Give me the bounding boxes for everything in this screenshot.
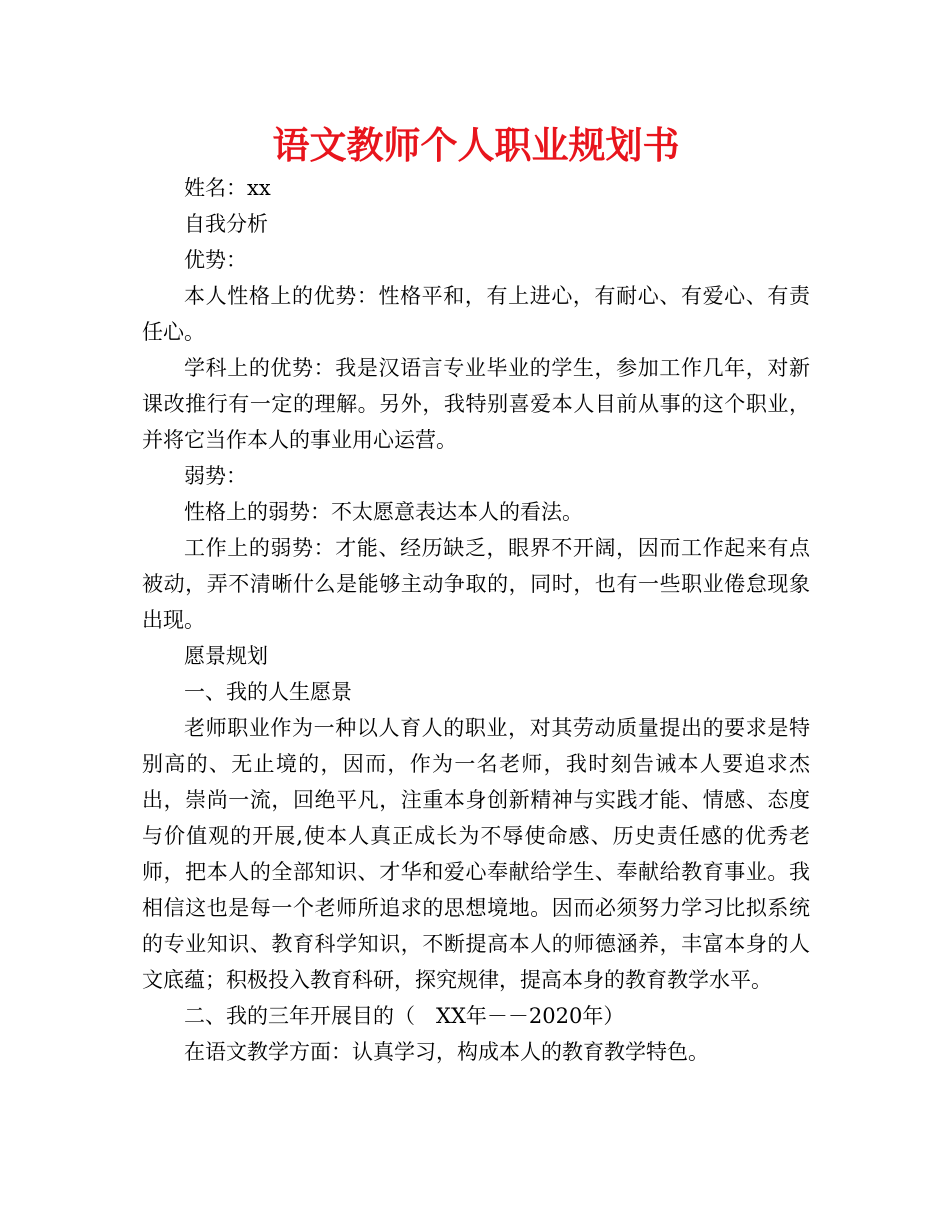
document-page (142, 120, 810, 1070)
paragraph-chinese-teaching: 在语文教学方面：认真学习，构成本人的教育教学特色。 (184, 1040, 709, 1064)
document-title: 语文教师个人职业规划书 (272, 123, 680, 167)
paragraph-three-year-goals-heading: 二、我的三年开展目的（ XX年－－2020年） (184, 1004, 625, 1028)
paragraph-work-weaknesses: 工作上的弱势：才能、经历缺乏，眼界不开阔，因而工作起来有点被动，弄不清晰什么是能够主动争取的，同时，也有一些职业倦怠现象出现。 (142, 536, 810, 632)
paragraph-personality-strengths: 本人性格上的优势：性格平和，有上进心，有耐心、有爱心、有责任心。 (142, 284, 810, 344)
paragraph-life-vision: 老师职业作为一种以人育人的职业，对其劳动质量提出的要求是特别高的、无止境的，因而，作为一名老师，我时刻告诫本人要追求杰出，崇尚一流，回绝平凡，注重本身创新精神与实践才能、情感、态度与价值观的开展,使本人真正成长为不辱使命感、历史责任感的优秀老师，把本人的全部知识、才华和爱心奉献给学生、奉献给教育事业。我相信这也是每一个老师所追求的思想境地。因而必须努力学习比拟系统的专业知识、教育科学知识，不断提高本人的师德涵养，丰富本身的人文底蕴；积极投入教育科研，探究规律，提高本身的教育教学水平。 (142, 716, 810, 992)
paragraph-vision-planning: 愿景规划 (184, 644, 268, 668)
paragraph-self-analysis: 自我分析 (184, 212, 268, 236)
paragraph-subject-strengths: 学科上的优势：我是汉语言专业毕业的学生，参加工作几年，对新课改推行有一定的理解。另外，我特别喜爱本人目前从事的这个职业，并将它当作本人的事业用心运营。 (142, 356, 810, 452)
paragraph-strengths-heading: 优势： (184, 248, 247, 272)
paragraph-personality-weaknesses: 性格上的弱势：不太愿意表达本人的看法。 (184, 500, 583, 524)
paragraph-name: 姓名：xx (184, 176, 271, 200)
paragraph-life-vision-heading: 一、我的人生愿景 (184, 680, 352, 704)
paragraph-weaknesses-heading: 弱势： (184, 464, 247, 488)
